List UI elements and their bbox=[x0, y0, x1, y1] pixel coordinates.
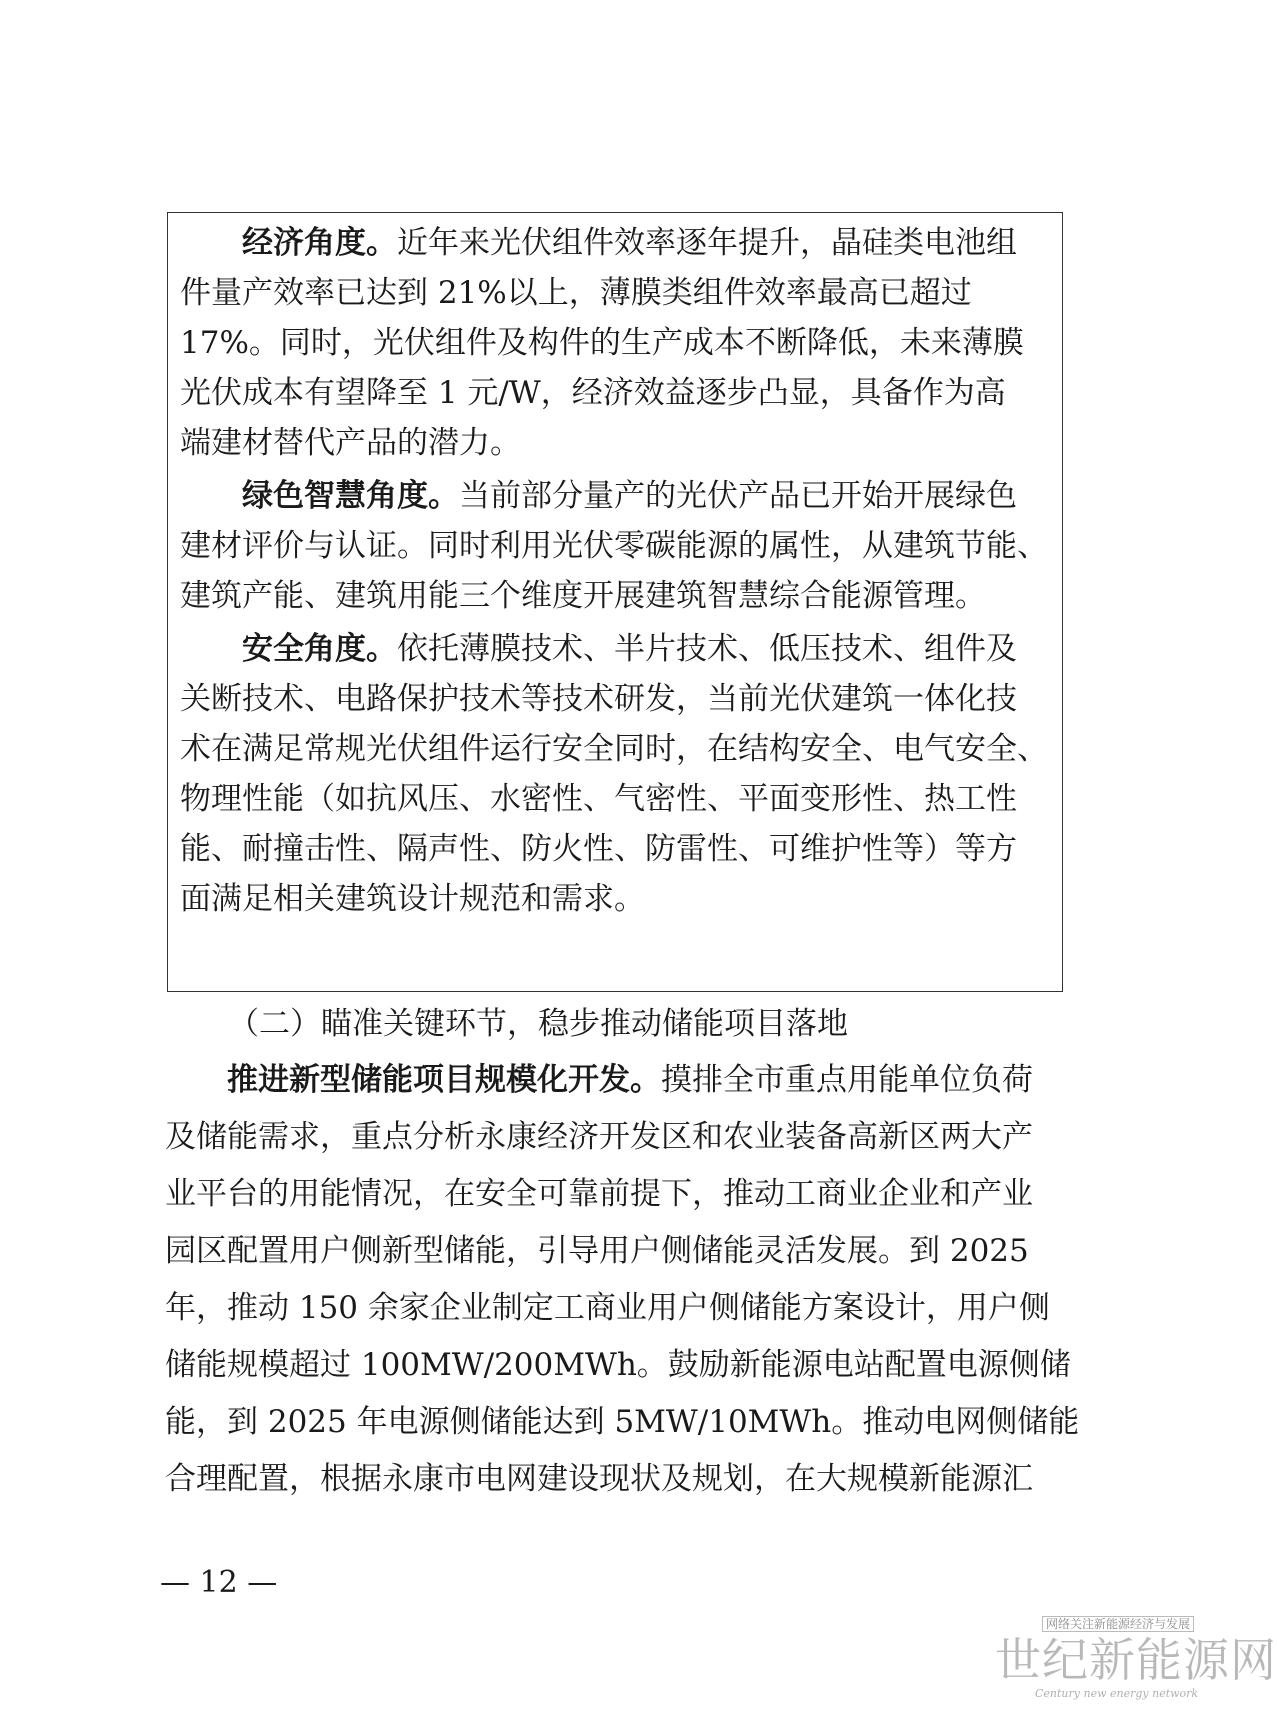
section-title: （二）瞄准关键环节，稳步推动储能项目落地 bbox=[228, 1006, 848, 1042]
highlight-box bbox=[167, 212, 1063, 992]
paragraph1-heading: 经济角度。 bbox=[242, 225, 397, 261]
main-line5: 年，推动 150 余家企业制定工商业用户侧储能方案设计，用户侧 bbox=[165, 1290, 1050, 1326]
main-heading: 推进新型储能项目规模化开发。 bbox=[227, 1062, 661, 1098]
box-paragraph2-line3: 建筑产能、建筑用能三个维度开展建筑智慧综合能源管理。 bbox=[180, 578, 986, 614]
box-paragraph3-line5: 能、耐撞击性、隔声性、防火性、防雷性、可维护性等）等方 bbox=[180, 831, 1017, 867]
box-paragraph1-line4: 光伏成本有望降至 1 元/W，经济效益逐步凸显，具备作为高 bbox=[180, 375, 1006, 411]
main-line7: 能，到 2025 年电源侧储能达到 5MW/10MWh。推动电网侧储能 bbox=[165, 1404, 1080, 1440]
paragraph3-heading: 安全角度。 bbox=[242, 631, 397, 667]
main-line1: 推进新型储能项目规模化开发。摸排全市重点用能单位负荷 bbox=[227, 1062, 1033, 1098]
box-paragraph3-line3: 术在满足常规光伏组件运行安全同时，在结构安全、电气安全、 bbox=[180, 731, 1048, 767]
main-line3: 业平台的用能情况，在安全可靠前提下，推动工商业企业和产业 bbox=[165, 1176, 1033, 1212]
box-paragraph3-line2: 关断技术、电路保护技术等技术研发，当前光伏建筑一体化技 bbox=[180, 681, 1017, 717]
box-paragraph3-line1: 安全角度。依托薄膜技术、半片技术、低压技术、组件及 bbox=[242, 631, 1017, 667]
box-paragraph1-line1: 经济角度。近年来光伏组件效率逐年提升，晶硅类电池组 bbox=[242, 225, 1017, 261]
main-line2: 及储能需求，重点分析永康经济开发区和农业装备高新区两大产 bbox=[165, 1119, 1033, 1155]
box-paragraph2-line2: 建材评价与认证。同时利用光伏零碳能源的属性，从建筑节能、 bbox=[180, 528, 1048, 564]
main-line8: 合理配置，根据永康市电网建设现状及规划，在大规模新能源汇 bbox=[165, 1461, 1033, 1497]
watermark-english: Century new energy network bbox=[1035, 1687, 1199, 1700]
box-paragraph1-line2: 件量产效率已达到 21%以上，薄膜类组件效率最高已超过 bbox=[180, 275, 972, 311]
watermark-small-text: 网络关注新能源经济与发展 bbox=[1042, 1616, 1194, 1632]
box-paragraph2-line1: 绿色智慧角度。当前部分量产的光伏产品已开始开展绿色 bbox=[242, 478, 1017, 514]
box-paragraph3-line4: 物理性能（如抗风压、水密性、气密性、平面变形性、热工性 bbox=[180, 781, 1017, 817]
box-paragraph1-line3: 17%。同时，光伏组件及构件的生产成本不断降低，未来薄膜 bbox=[180, 325, 1024, 361]
paragraph2-heading: 绿色智慧角度。 bbox=[242, 478, 459, 514]
main-line6: 储能规模超过 100MW/200MWh。鼓励新能源电站配置电源侧储 bbox=[165, 1347, 1071, 1383]
watermark-brand: 世纪新能源网 bbox=[995, 1633, 1277, 1687]
main-line4: 园区配置用户侧新型储能，引导用户侧储能灵活发展。到 2025 bbox=[165, 1233, 1029, 1269]
box-paragraph1-line5: 端建材替代产品的潜力。 bbox=[180, 425, 521, 461]
box-paragraph3-line6: 面满足相关建筑设计规范和需求。 bbox=[180, 881, 645, 917]
page-number: — 12 — bbox=[160, 1565, 278, 1600]
